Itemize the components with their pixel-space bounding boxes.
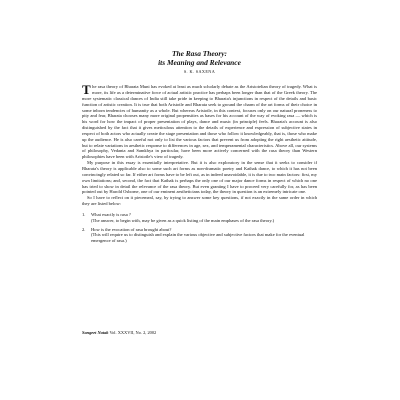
question-note: (The answer, to begin with, may be given as a quick listing of the main emphases of the rasa theory.) — [91, 217, 275, 223]
question-item — [82, 212, 317, 224]
journal-name: Sangeet Natak — [82, 330, 109, 335]
question-text: What exactly is rasa ? — [91, 211, 131, 217]
question-item — [82, 227, 317, 245]
question-note: (This will require us to distinguish and explain the various objective and subjective factors that make for the eventual emergence of rasa.) — [91, 232, 305, 244]
paragraph-text: So I have to reflect on it piecemeal, say, by trying to answer some key questions, if not exactly in the same order in which they are listed below: — [82, 195, 317, 207]
question-body — [91, 227, 317, 245]
question-text: How is the evocation of rasa brought about? — [91, 226, 172, 232]
paragraph-text: he rasa theory of Bharata Muni has evoked at least as much scholarly debate as the Aristotelian theory of tragedy. What is more, its life as a determinative force of actual artistic practice has perhaps been longer than that of the Greek theory. The more systematic classical dances of India still take pride in keeping to Bharata's injunctions in respect of the details and basic function of artistic creation. It is true that both Aristotle and Bharata seek to ground the charm of the art forms of their choice in some inborn tendencies of humanity as a whole. But whereas Aristotle, in this context, focuses only on our natural proneness to pity and fear, Bharata chooses many more original propensities as bases for his account of the way of evoking rasa — which is his word for how the impact of proper presentation of plays, dance and music (in principle) feels. Bharata's account is also distinguished by the fact that it gives meticulous attention to the details of experience and expression of subjective states in respect of both actors who actually create the stage presentation and those who follow it knowledgeably, that is, those who make up the audience. He is also careful not only to list the various factors that prevent us from adopting the right aesthetic attitude, but to relate variations in aesthetic response to differences in age, sex, and temperamental characteristics. Above all, our systems of philosophy, Vedanta and Samkhya in particular, have been more actively concerned with the rasa theory than Western philosophies have been with Aristotle's view of tragedy. — [82, 84, 317, 160]
title-line-2: its Meaning and Relevance — [158, 57, 241, 67]
question-list — [82, 212, 317, 244]
title-line-1: The Rasa Theory: — [171, 49, 227, 58]
body-paragraph — [82, 195, 317, 207]
question-body — [91, 212, 317, 224]
drop-cap: T — [82, 82, 91, 98]
author-name: S. K. SAXENA — [183, 69, 216, 75]
paragraph-text: My purpose in this essay is essentially interpretative. But it is also exploratory in the sense that it seeks to consider if Bharata's theory is applicable also to some such art forms as non-dramatic poetry and Kathak dance, to which it has not been convincingly related so far. If either art forms have to be left out, as in indeed unavoidable, it is due to two main factors: first, my own limitations; and, second, the fact that Kathak is perhaps the only one of our major dance forms in respect of which no one has tried to show in detail the relevance of the rasa theory. But even granting I have to proceed very carefully for, as has been pointed out by Harold Osborne, one of our eminent aestheticians today, the theory in question is an extremely intricate one. — [82, 160, 317, 195]
body-paragraph — [82, 84, 317, 160]
question-number: 2. — [82, 226, 86, 232]
journal-citation: Vol. XXXVII, No. 2, 2002 — [109, 330, 157, 335]
body-paragraph — [82, 160, 317, 195]
page-footer — [82, 330, 317, 335]
question-number: 1. — [82, 211, 86, 217]
article-title — [82, 50, 317, 67]
